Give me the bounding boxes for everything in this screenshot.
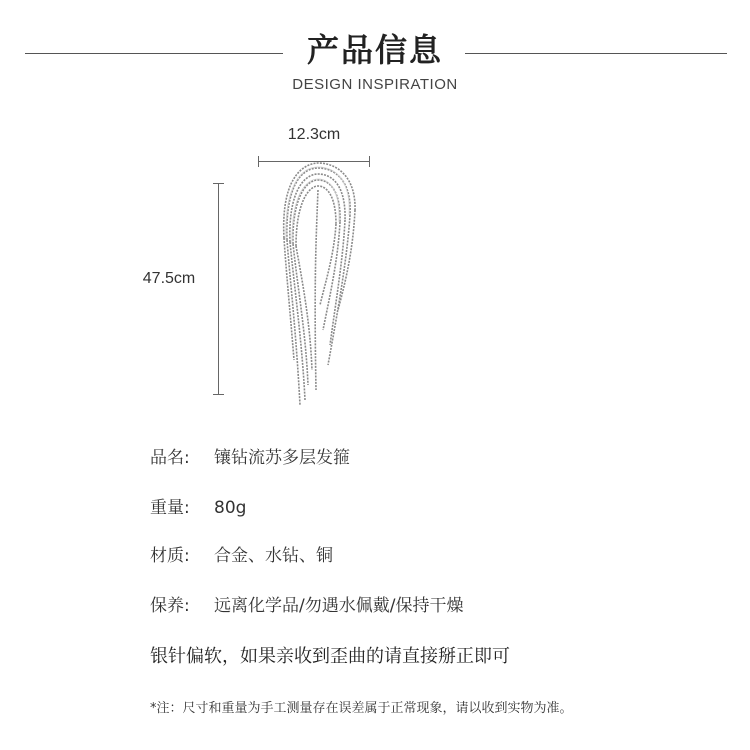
height-dimension-tick-bottom xyxy=(213,394,224,395)
page-title: 产品信息 xyxy=(306,31,443,69)
footnote: *注：尺寸和重量为手工测量存在误差属于正常现象，请以收到实物为准。 xyxy=(150,701,573,716)
spec-label: 保养: xyxy=(150,596,190,616)
spec-value: 镶钻流苏多层发箍 xyxy=(214,448,350,468)
spec-label: 材质: xyxy=(150,546,190,566)
height-dimension-label: 47.5cm xyxy=(142,270,196,287)
spec-value: 80g xyxy=(214,498,247,518)
spec-value: 远离化学品/勿遇水佩戴/保持干燥 xyxy=(214,596,464,616)
spec-label: 重量: xyxy=(150,498,190,518)
care-note: 银针偏软，如果亲收到歪曲的请直接掰正即可 xyxy=(150,646,510,667)
spec-row-material xyxy=(150,544,333,568)
height-dimension-line xyxy=(218,183,219,395)
spec-row-name xyxy=(150,446,350,470)
spec-label: 品名: xyxy=(150,448,190,468)
spec-row-weight xyxy=(150,496,246,520)
product-headband-image xyxy=(250,160,380,420)
height-dimension-tick-top xyxy=(213,183,224,184)
spec-row-care xyxy=(150,594,463,618)
page-subtitle: DESIGN INSPIRATION xyxy=(292,76,458,93)
spec-value: 合金、水钻、铜 xyxy=(214,546,333,566)
width-dimension-label: 12.3cm xyxy=(287,126,341,143)
